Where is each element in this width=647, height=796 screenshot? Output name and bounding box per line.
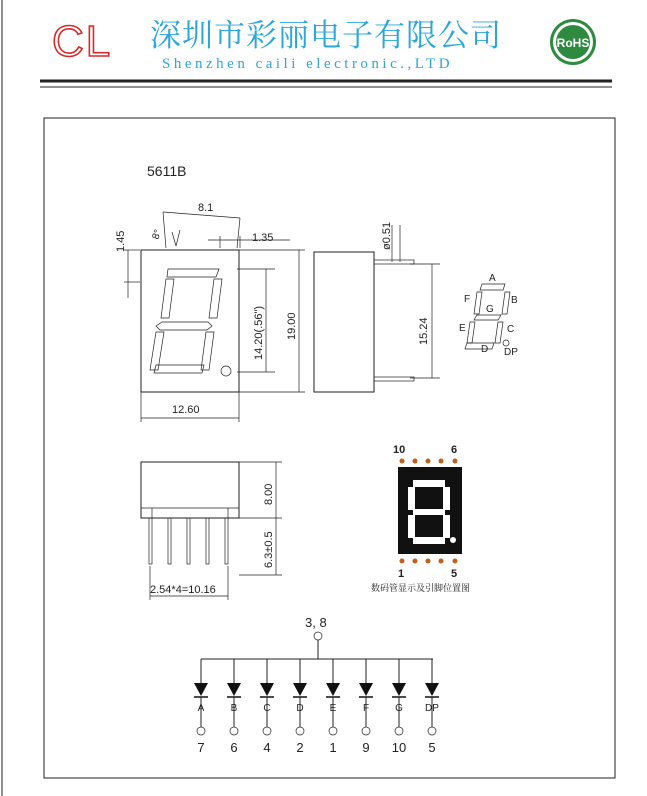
circuit-pin-number: 9 <box>362 740 370 755</box>
circuit-pin-number: 6 <box>230 740 238 755</box>
diode-symbol <box>359 683 373 696</box>
circuit-segment-label: D <box>296 703 304 714</box>
dim-pin-length: 6.3±0.5 <box>263 531 275 568</box>
seg-label-b: B <box>511 295 518 306</box>
pin-terminal <box>296 727 304 735</box>
dim-pin-diameter: ø0.51 <box>381 221 393 250</box>
pin-terminal <box>395 727 403 735</box>
circuit-pin-number: 1 <box>329 740 337 755</box>
dim-seg-offset: 1.35 <box>252 232 274 244</box>
circuit-diagram <box>194 615 439 755</box>
seg-label-c: C <box>507 324 515 335</box>
dim-top-width: 8.1 <box>198 202 214 214</box>
pin-label-5: 5 <box>451 568 458 580</box>
diode-symbol <box>194 683 208 696</box>
circuit-pin-number: 7 <box>197 740 205 755</box>
seg-label-dp: DP <box>504 347 518 358</box>
pin-label-6: 6 <box>451 444 458 456</box>
front-view <box>115 202 305 422</box>
circuit-segment-label: DP <box>425 703 439 714</box>
circuit-segment-label: G <box>395 703 403 714</box>
company-name-cn: 深圳市彩丽电子有限公司 <box>150 18 502 54</box>
diode-symbol <box>425 683 439 696</box>
circuit-pin-number: 4 <box>263 740 271 755</box>
pin-terminal <box>230 727 238 735</box>
dim-pin-pitch: 2.54*4=10.16 <box>150 584 216 596</box>
pin-terminal <box>263 727 271 735</box>
diode-symbol <box>260 683 274 696</box>
circuit-pin-number: 2 <box>296 740 304 755</box>
pinout-display <box>371 444 470 593</box>
segment-map <box>459 273 518 358</box>
bottom-view <box>141 462 282 600</box>
pin-terminal <box>197 727 205 735</box>
circuit-segment-label: B <box>230 703 238 714</box>
common-pin-label: 3, 8 <box>305 615 327 630</box>
seg-label-d: D <box>481 344 489 355</box>
pin-label-1: 1 <box>398 568 405 580</box>
circuit-segment-label: E <box>329 703 337 714</box>
dim-total-height: 19.00 <box>286 312 298 340</box>
side-view <box>314 222 440 392</box>
header <box>40 17 612 87</box>
dim-width: 12.60 <box>172 404 200 416</box>
circuit-segment-label: A <box>197 703 205 714</box>
diode-symbol <box>392 683 406 696</box>
pin-label-10: 10 <box>393 444 406 456</box>
seg-label-a: A <box>489 273 496 284</box>
circuit-segment-label: F <box>362 703 370 714</box>
rohs-label: RoHS <box>556 36 590 50</box>
dim-tilt-angle: 8° <box>150 228 165 242</box>
circuit-segment-label: C <box>263 703 271 714</box>
drawing-frame <box>44 118 615 778</box>
pin-terminal <box>362 727 370 735</box>
dim-top-height: 1.45 <box>115 230 127 252</box>
seg-label-e: E <box>459 323 466 334</box>
rohs-badge <box>550 19 596 65</box>
diode-symbol <box>326 683 340 696</box>
dim-body-depth: 8.00 <box>263 483 275 505</box>
pin-terminal <box>329 727 337 735</box>
seg-label-f: F <box>464 294 471 305</box>
logo: CL <box>52 17 113 66</box>
model-number: 5611B <box>147 163 187 179</box>
circuit-pin-number: 10 <box>391 740 407 755</box>
circuit-pin-number: 5 <box>428 740 436 755</box>
dim-pin-span: 15.24 <box>418 317 430 345</box>
common-terminal <box>314 632 322 640</box>
pinout-caption: 数码管显示及引脚位置图 <box>371 583 471 593</box>
pin-terminal <box>428 727 436 735</box>
diode-symbol <box>227 683 241 696</box>
seg-label-g: G <box>486 304 494 315</box>
diode-symbol <box>293 683 307 696</box>
company-name-en: Shenzhen caili electronic.,LTD <box>162 56 454 72</box>
dim-digit-height: 14.20(.56") <box>253 305 265 360</box>
